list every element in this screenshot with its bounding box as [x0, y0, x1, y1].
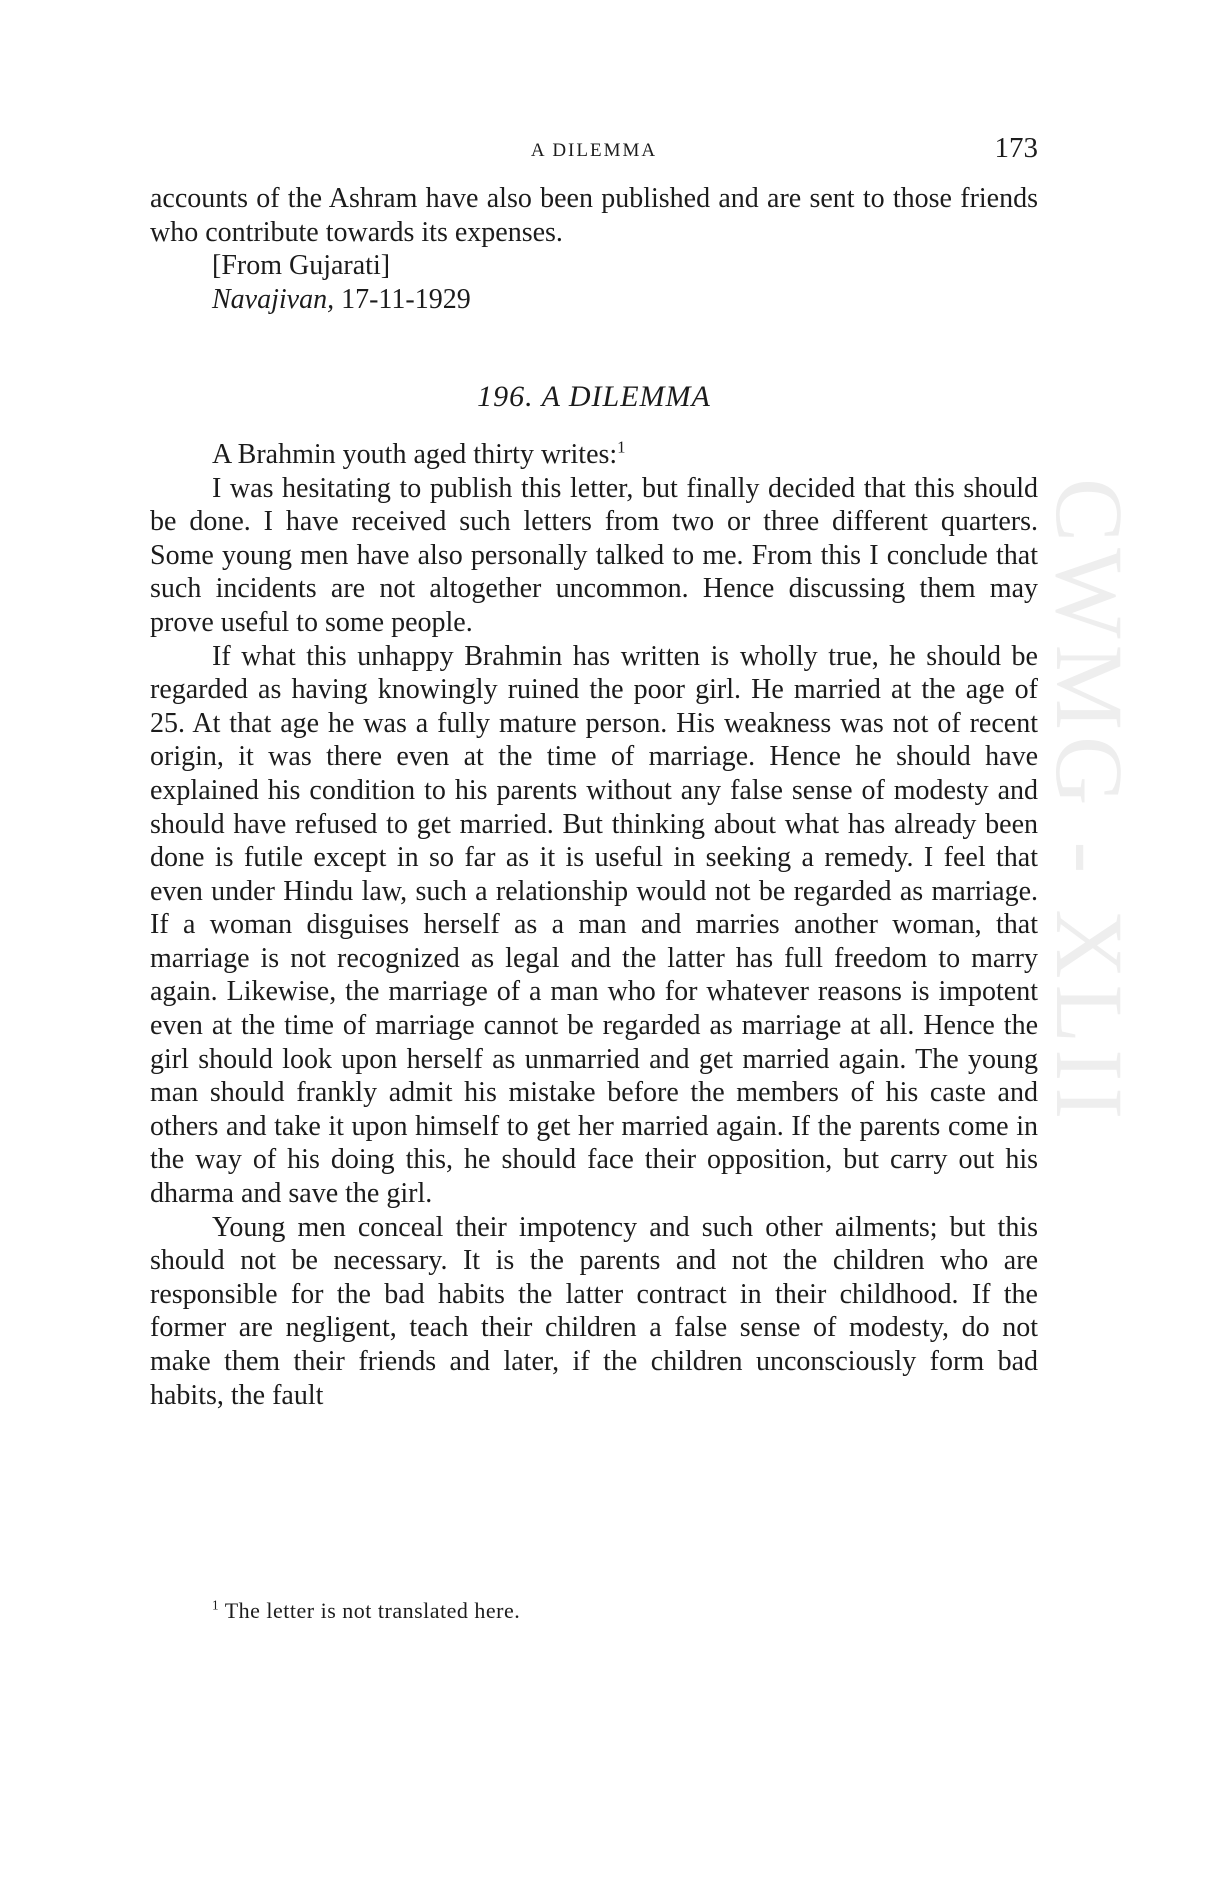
source-note: [From Gujarati]	[212, 250, 391, 282]
page-number: 173	[994, 132, 1038, 164]
footnote-marker: 1	[212, 1597, 220, 1613]
paragraph-1: I was hesitating to publish this letter, but finally decided that this should be done. I have received such letters from two or three different quarters. Some young men have also personally talked to me. From this I conclude that such incidents are not altogether uncommon. Hence discussing them may prove useful to some people.	[150, 472, 1038, 638]
continued-paragraph: accounts of the Ashram have also been published and are sent to those friends who contribute towards its expenses.	[150, 183, 1038, 248]
letter-intro	[150, 438, 1038, 472]
article-title: A DILEMMA	[541, 380, 711, 414]
letter-intro-text: A Brahmin youth aged thirty writes:	[212, 438, 618, 470]
watermark: CWMG - XLII	[1036, 478, 1143, 1126]
article-heading	[150, 380, 1038, 414]
citation-date: 17-11-1929	[341, 283, 471, 315]
footnote	[212, 1598, 520, 1624]
footnote-text: The letter is not translated here.	[224, 1598, 521, 1623]
paragraph-2: If what this unhappy Brahmin has written is wholly true, he should be regarded as having knowingly ruined the poor girl. He married at the age of 25. At that age he was a fully mature person. His weakness was not of recent origin, it was there even at the time of marriage. Hence he should have explained his condition to his parents without any false sense of modesty and should have refused to get married. But thinking about what has already been done is futile except in so far as it is useful in seeking a remedy. I feel that even under Hindu law, such a relationship would not be regarded as marriage. If a woman disguises herself as a man and marries another woman, that marriage is not recognized as legal and the latter has full freedom to marry again. Likewise, the marriage of a man who for whatever reasons is impotent even at the time of marriage cannot be regarded as marriage at all. Hence the girl should look upon herself as unmarried and get married again. The young man should frankly admit his mistake before the members of his caste and others and take it upon himself to get her married again. If the parents come in the way of his doing this, he should face their opposition, but carry out his dharma and save the girl.	[150, 640, 1038, 1210]
page-content	[150, 182, 1038, 1412]
article-number: 196.	[477, 380, 534, 414]
paragraph-3: Young men conceal their impotency and such other ailments; but this should not be necessary. It is the parents and not the children who are responsible for the bad habits the latter contract in their childhood. If the former are negligent, teach their children a false sense of modesty, do not make them their friends and later, if the children unconsciously form bad habits, the fault	[150, 1211, 1038, 1411]
footnote-reference: 1	[617, 437, 626, 457]
running-title: A DILEMMA	[530, 140, 658, 161]
citation-publication: Navajivan,	[212, 283, 335, 315]
citation	[212, 283, 1038, 317]
document-page	[150, 0, 1038, 1890]
running-header	[150, 132, 1038, 172]
